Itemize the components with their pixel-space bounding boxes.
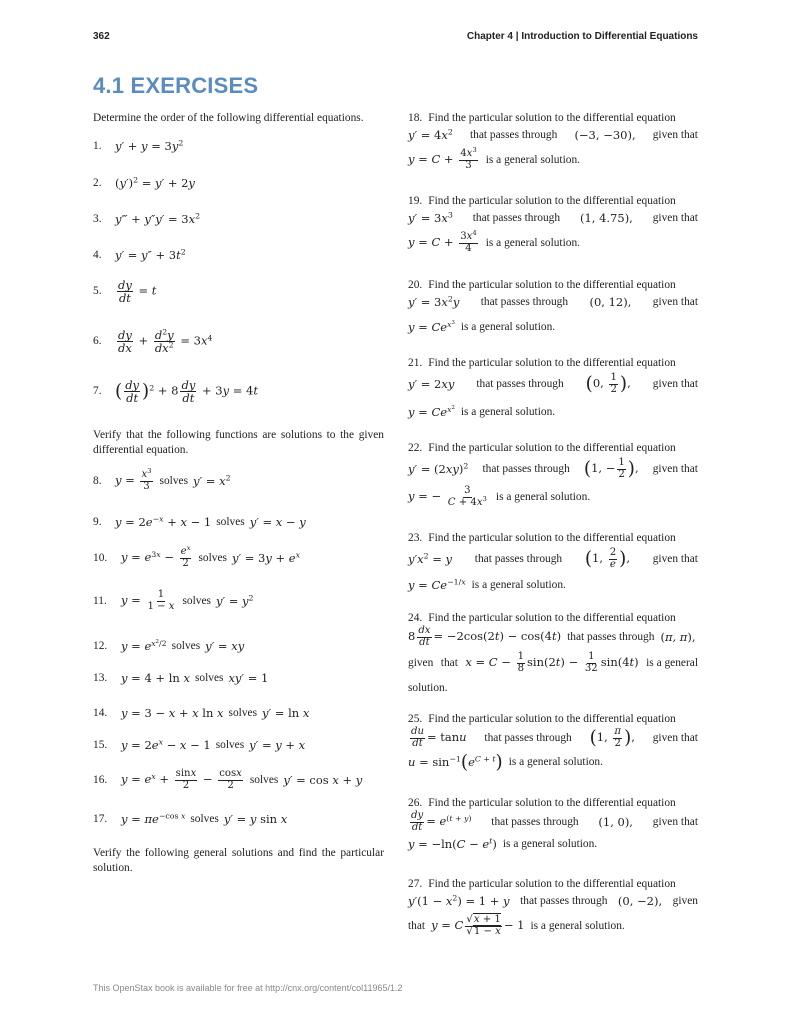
- exercise-10: 10. $y = e^{3x}$ − $\frac{e^x}{2}$ solves $y' = 3y + e^x$: [93, 544, 301, 569]
- exercise-25: 25. Find the particular solution to the differential equation $\frac{du}{dt}$ = tanu that passes through (1, $\frac{\pi}{2}$ ), given that $u = \sin^{-1}(e^{C + t})$ is a general solution.: [408, 713, 698, 774]
- exercise-23: 23. Find the particular solution to the differential equation $y'x^2 = y$ that passes through (1, $\frac{2}{e}$ ), given that $y = Ce^{-1/x}$ is a general solution.: [408, 532, 698, 593]
- exercise-24: 24. Find the particular solution to the differential equation 8 $\frac{dx}{dt}$ = −2cos(2t) − cos(4t) that passes through (π, π), given that x = C − $\frac{1}{8}$ sin(2t) − $\frac{1}{32}$ sin(4t) is a general solution.: [408, 612, 698, 694]
- exercise-16: 16. $y = e^x$ + $\frac{\sin x}{2}$ − $\frac{\cos x}{2}$ solves y′ = cos x + y: [93, 768, 363, 791]
- exercise-12: 12. $y = e^{x^2/2}$ solves y′ = xy: [93, 638, 245, 653]
- exercise-8: 8. y = $\frac{x^3}{3}$ solves $y' = x^2$: [93, 467, 231, 492]
- exercise-26: 26. Find the particular solution to the differential equation $\frac{dy}{dt}$ = $e^{(t + y)}$ that passes through (1, 0), given that $y = -\ln(C - e^t)$ is a general solution.: [408, 797, 698, 852]
- exercise-22: 22. Find the particular solution to the differential equation $y' = (2xy)^2$ that passes through (1, − $\frac{1}{2}$ ), given that y = − $\frac{3}{C + 4x^3}$ is a general solution.: [408, 442, 698, 508]
- exercise-4: 4. $y' = y'' + 3t^2$: [93, 247, 186, 262]
- exercise-2: 2. $(y')^2 = y' + 2y$: [93, 175, 195, 190]
- exercise-3: 3. y‴ + $y''y' = 3x^2$: [93, 211, 201, 226]
- exercise-17: 17. $y = \pi e^{-cos x}$ solves y′ = y sin x: [93, 811, 288, 826]
- exercise-21: 21. Find the particular solution to the differential equation y′ = 2xy that passes through (0, $\frac{1}{2}$ ), given that $y = Ce^{x^2}$ is a general solution.: [408, 357, 698, 420]
- equation: y = $\frac{x^3}{3}$: [115, 467, 152, 492]
- equation: y‴ + $y''y' = 3x^2$: [115, 211, 201, 226]
- exercise-9: 9. $y = 2e^{-x} + x - 1$ solves y′ = x − y: [93, 514, 306, 529]
- exercise-20: 20. Find the particular solution to the differential equation $y' = 3x^2y$ that passes through (0, 12), given that $y = Ce^{x^3}$ is a general solution.: [408, 279, 698, 334]
- intro-general: Verify the following general solutions and find the particular solution.: [93, 847, 384, 874]
- page-number: 362: [93, 31, 110, 42]
- equation: $y = 2e^{-x} + x - 1$: [115, 514, 212, 529]
- intro-order: Determine the order of the following differential equations.: [93, 112, 364, 124]
- exercise-19: 19. Find the particular solution to the differential equation $y' = 3x^3$ that passes through (1, 4.75), given that y = C + $\frac{3x^4}{4}$ is a general solution.: [408, 195, 698, 254]
- exercise-14: 14. y = 3 − x + x ln x solves y′ = ln x: [93, 706, 310, 720]
- exercise-27: 27. Find the particular solution to the differential equation $y'(1 - x^2) = 1 + y$ that passes through (0, −2), given that y = C $\frac{√x + 1}{√1 - x}$ − 1 is a general solution.: [408, 878, 698, 937]
- equation: $y = e^x$ + $\frac{\sin x}{2}$ − $\frac{\cos x}{2}$: [121, 768, 242, 791]
- equation: $(y')^2 = y' + 2y$: [115, 175, 195, 190]
- equation: $\frac{dy}{dx}$ + $\frac{d^2y}{dx^2}$ = $3x^4$: [118, 327, 213, 356]
- equation: $y = e^{x^2/2}$: [121, 638, 167, 653]
- exercise-11: 11. y = $\frac{1}{1 - x}$ solves $y' = y^2$: [93, 589, 254, 612]
- exercise-13: 13. y = 4 + ln x solves xy′ = 1: [93, 671, 269, 685]
- intro-verify: Verify that the following functions are solutions to the given differential equation.: [93, 429, 384, 456]
- equation: $y' + y = 3y^2$: [115, 138, 184, 153]
- equation: y = 4 + ln x: [121, 671, 190, 685]
- equation: $y = \pi e^{-cos x}$: [121, 811, 186, 826]
- exercise-7: 7. ( $\frac{dy}{dt}$ )$^2$ + 8 $\frac{dy}{dt}$ + 3y = 4t: [93, 378, 258, 406]
- equation: y = 3 − x + x ln x: [121, 706, 224, 720]
- exercise-18: 18. Find the particular solution to the differential equation $y' = 4x^2$ that passes through (−3, −30), given that y = C + $\frac{4x^3}{3}$ is a general solution.: [408, 112, 698, 171]
- exercise-1: 1. $y' + y = 3y^2$: [93, 138, 184, 153]
- chapter-header: Chapter 4 | Introduction to Differential Equations: [466, 31, 698, 42]
- equation: $y = 2e^x - x - 1$: [121, 737, 211, 752]
- equation: $\frac{dy}{dt}$ = t: [118, 278, 157, 306]
- section-title: 4.1 EXERCISES: [93, 73, 259, 98]
- equation: $y = e^{3x}$ − $\frac{e^x}{2}$: [121, 544, 191, 569]
- exercise-6: 6. $\frac{dy}{dx}$ + $\frac{d^2y}{dx^2}$ = $3x^4$: [93, 327, 213, 356]
- exercise-5: 5. $\frac{dy}{dt}$ = t: [93, 278, 157, 306]
- equation: ( $\frac{dy}{dt}$ )$^2$ + 8 $\frac{dy}{dt}$ + 3y = 4t: [115, 378, 258, 406]
- equation: y = $\frac{1}{1 - x}$: [121, 589, 175, 612]
- footer-note: This OpenStax book is available for free at http://cnx.org/content/col11965/1.2: [93, 983, 403, 993]
- exercise-15: 15. $y = 2e^x - x - 1$ solves y′ = y + x: [93, 737, 306, 752]
- equation: $y' = y'' + 3t^2$: [115, 247, 186, 262]
- left-column: [93, 111, 384, 874]
